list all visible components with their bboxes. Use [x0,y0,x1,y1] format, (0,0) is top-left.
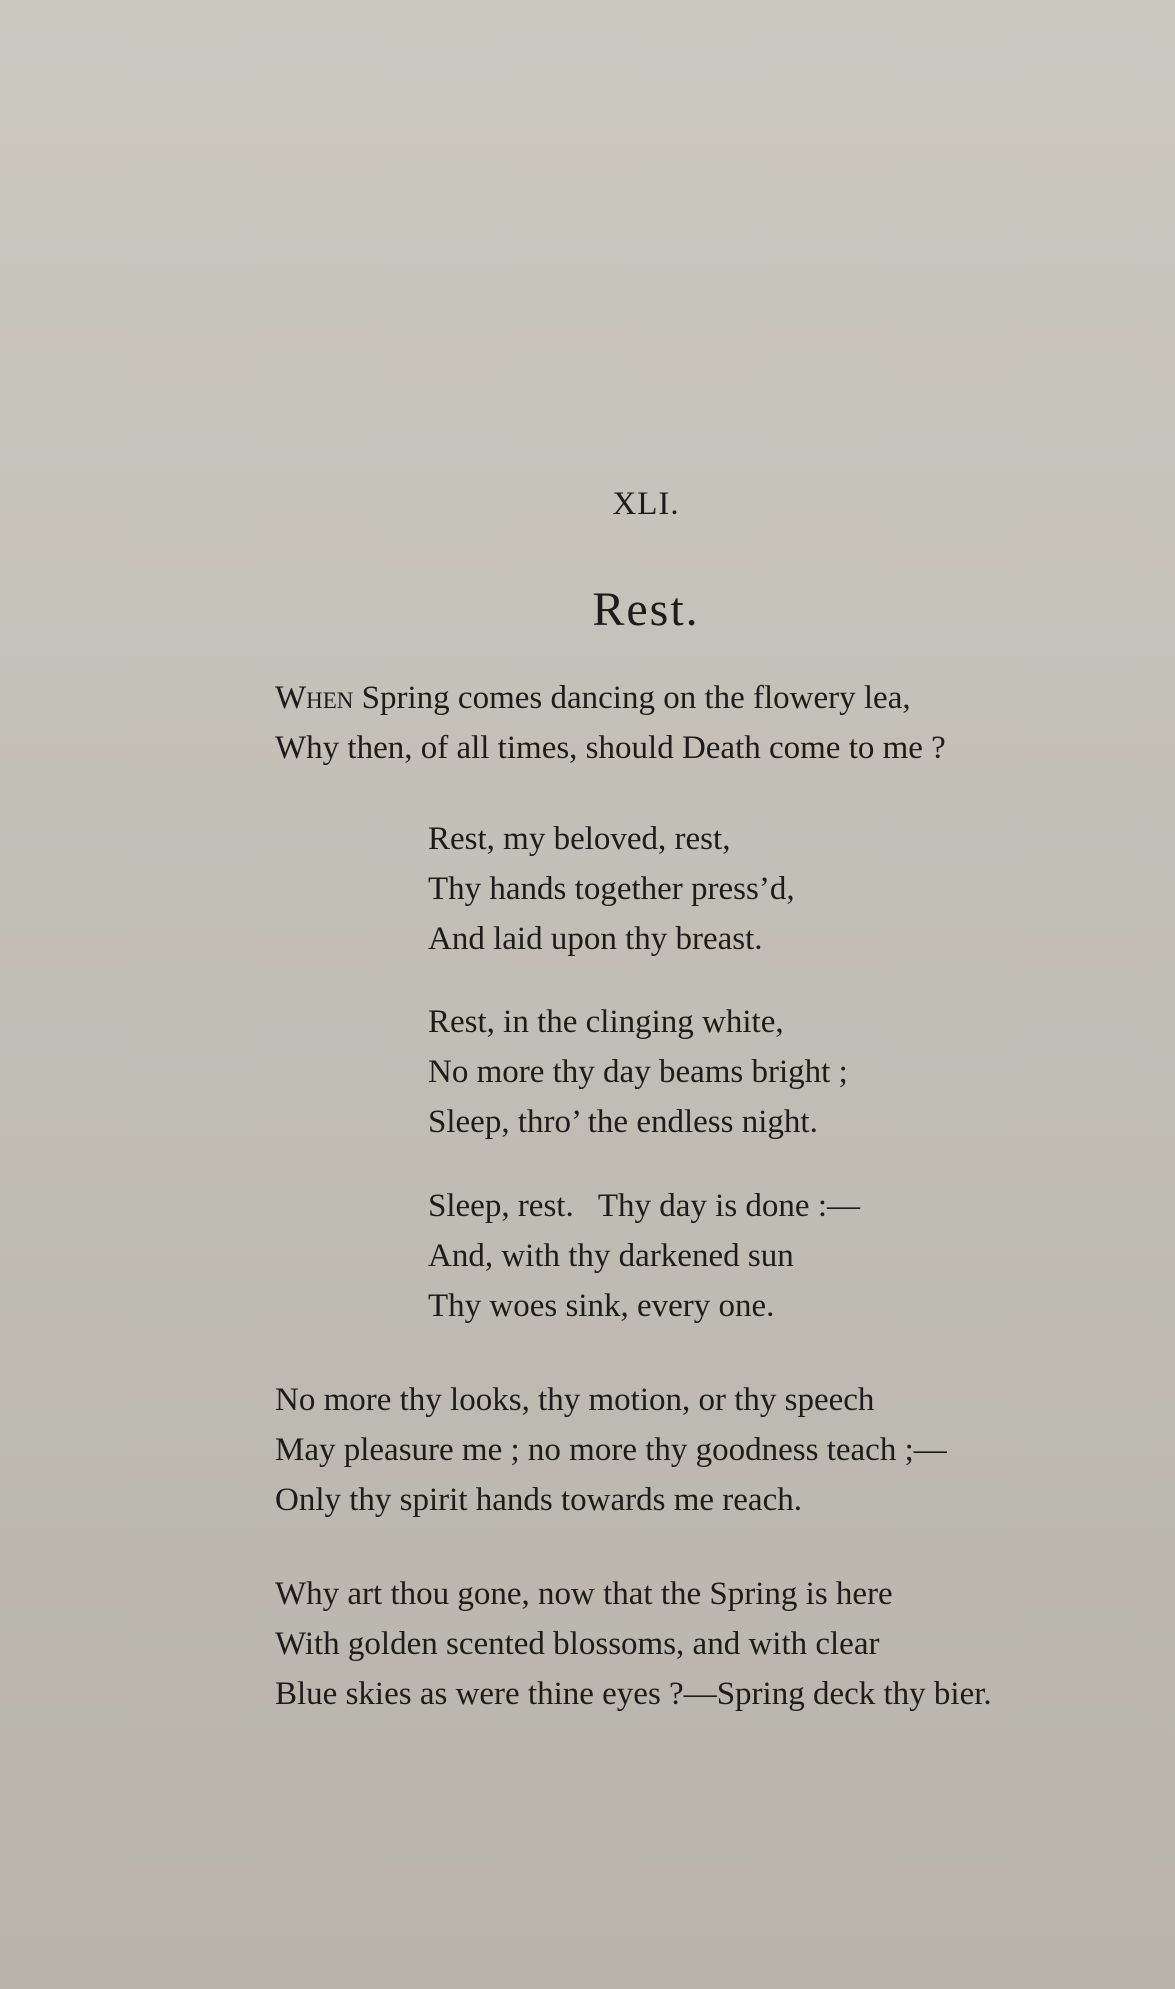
stanza-2-line-1: Rest, in the clinging white, [428,1004,784,1040]
stanza-5-line-3: Blue skies as were thine eyes ?—Spring deck thy bier. [275,1676,992,1712]
stanza-1-line-1: Rest, my beloved, rest, [428,821,731,857]
stanza-1-line-3: And laid upon thy breast. [428,921,763,957]
stanza-5-line-2: With golden scented blossoms, and with clear [275,1626,880,1662]
poem-number: XLI. [612,486,680,522]
stanza-3-line-1: Sleep, rest. Thy day is done :— [428,1188,860,1224]
opening-line-1 [275,678,911,718]
stanza-2-line-3: Sleep, thro’ the endless night. [428,1104,818,1140]
stanza-4-line-1: No more thy looks, thy motion, or thy speech [275,1382,875,1418]
stanza-4-line-2: May pleasure me ; no more thy goodness teach ;— [275,1432,947,1468]
stanza-4-line-3: Only thy spirit hands towards me reach. [275,1482,802,1518]
stanza-3-line-2: And, with thy darkened sun [428,1238,794,1274]
stanza-1-line-2: Thy hands together press’d, [428,871,795,907]
stanza-5-line-1: Why art thou gone, now that the Spring is here [275,1576,893,1612]
opening-line-2: Why then, of all times, should Death come to me ? [275,730,946,766]
opening-first-word: When [275,680,354,716]
opening-line-1-rest: Spring comes dancing on the flowery lea, [353,680,911,716]
stanza-2-line-2: No more thy day beams bright ; [428,1054,848,1090]
poem-title: Rest. [592,583,700,636]
stanza-3-line-3: Thy woes sink, every one. [428,1288,775,1324]
